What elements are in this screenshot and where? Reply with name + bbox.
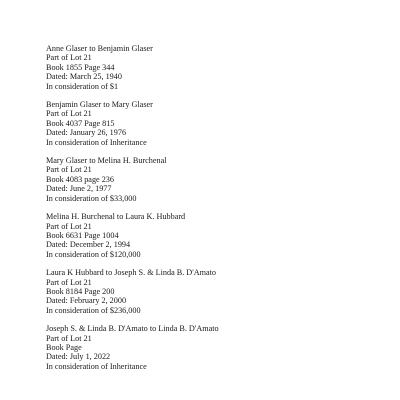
record-dated: Dated: July 1, 2022 [46,352,111,362]
record-title: Melina H. Burchenal to Laura K. Hubbard [46,212,186,222]
deed-record [46,324,219,371]
record-lot: Part of Lot 21 [46,277,92,287]
record-book-page: Book Page [46,342,82,352]
record-title: Mary Glaser to Melina H. Burchenal [46,156,167,166]
record-consideration: In consideration of $120,000 [46,249,141,259]
record-consideration: In consideration of $1 [46,81,119,91]
record-dated: Dated: February 2, 2000 [46,296,127,306]
record-lot: Part of Lot 21 [46,333,92,343]
deed-record [46,212,219,259]
deed-record [46,100,219,147]
record-book-page: Book 4037 Page 815 [46,118,115,128]
record-dated: Dated: March 25, 1940 [46,72,122,82]
record-lot: Part of Lot 21 [46,109,92,119]
record-dated: Dated: January 26, 1976 [46,128,127,138]
record-dated: Dated: June 2, 1977 [46,184,112,194]
deed-record [46,156,219,203]
deed-records [46,44,219,380]
record-lot: Part of Lot 21 [46,53,92,63]
deed-record [46,268,219,315]
deed-record [46,44,219,91]
record-dated: Dated: December 2, 1994 [46,240,131,250]
record-book-page: Book 8184 Page 200 [46,286,115,296]
record-consideration: In consideration of Inheritance [46,137,147,147]
record-book-page: Book 6631 Page 1004 [46,230,119,240]
record-lot: Part of Lot 21 [46,221,92,231]
record-consideration: In consideration of $236,000 [46,305,141,315]
record-lot: Part of Lot 21 [46,165,92,175]
record-title: Benjamin Glaser to Mary Glaser [46,100,153,110]
record-book-page: Book 1855 Page 344 [46,62,115,72]
record-consideration: In consideration of Inheritance [46,361,147,371]
record-title: Joseph S. & Linda B. D'Amato to Linda B. D'Amato [46,324,219,334]
record-consideration: In consideration of $33,000 [46,193,137,203]
record-title: Anne Glaser to Benjamin Glaser [46,44,153,53]
record-title: Laura K Hubbard to Joseph S. & Linda B. D'Amato [46,268,216,278]
record-book-page: Book 4083 page 236 [46,174,114,184]
